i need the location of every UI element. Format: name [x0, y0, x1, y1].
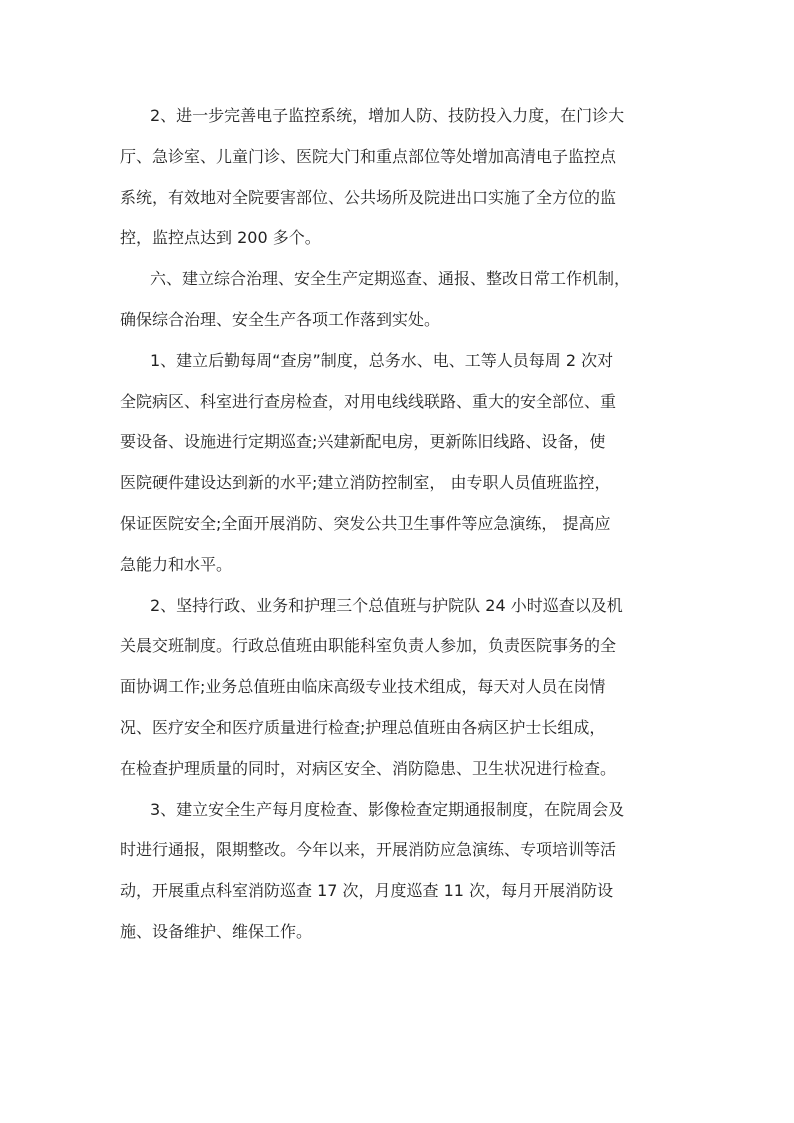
text-line: 确保综合治理、安全生产各项工作落到实处。 — [120, 309, 441, 329]
text-line: 六、建立综合治理、安全生产定期巡查、通报、整改日常工作机制， — [150, 269, 631, 289]
text-line: 动，开展重点科室消防巡查 17 次，月度巡查 11 次，每月开展消防设 — [120, 881, 614, 901]
paragraph-item-3-inspection — [120, 790, 680, 953]
text-line: 在检查护理质量的同时，对病区安全、消防隐患、卫生状况进行检查。 — [120, 758, 617, 778]
text-line: 2、坚持行政、业务和护理三个总值班与护院队 24 小时巡查以及机 — [150, 595, 623, 615]
text-line: 1、建立后勤每周“查房”制度，总务水、电、工等人员每周 2 次对 — [150, 350, 614, 370]
text-line: 2、进一步完善电子监控系统，增加人防、技防投入力度，在门诊大 — [150, 106, 625, 125]
text-line: 时进行通报，限期整改。今年以来，开展消防应急演练、专项培训等活 — [120, 840, 617, 860]
text-line: 急能力和水平。 — [120, 554, 233, 574]
text-line: 施、设备维护、维保工作。 — [120, 921, 313, 941]
paragraph-section-6-heading — [120, 259, 680, 341]
paragraph-item-2-monitoring — [120, 96, 680, 259]
text-line: 况、医疗安全和医疗质量进行检查;护理总值班由各病区护士长组成， — [120, 717, 606, 737]
paragraph-item-1-logistics — [120, 341, 680, 586]
text-line: 关晨交班制度。行政总值班由职能科室负责人参加，负责医院事务的全 — [120, 636, 617, 656]
document-page — [120, 96, 680, 953]
text-line: 3、建立安全生产每月度检查、影像检查定期通报制度，在院周会及 — [150, 799, 625, 819]
text-line: 医院硬件建设达到新的水平;建立消防控制室， 由专职人员值班监控， — [120, 473, 611, 493]
paragraph-item-2-duty — [120, 586, 680, 790]
text-line: 控，监控点达到 200 多个。 — [120, 228, 321, 248]
text-line: 要设备、设施进行定期巡查;兴建新配电房，更新陈旧线路、设备，使 — [120, 432, 606, 452]
text-line: 全院病区、科室进行查房检查，对用电线线联路、重大的安全部位、重 — [120, 391, 617, 411]
text-line: 保证医院安全;全面开展消防、突发公共卫生事件等应急演练， 提高应 — [120, 513, 611, 533]
text-line: 系统，有效地对全院要害部位、公共场所及院进出口实施了全方位的监 — [120, 187, 617, 207]
text-line: 面协调工作;业务总值班由临床高级专业技术组成，每天对人员在岗情 — [120, 677, 606, 697]
text-line: 厅、急诊室、儿童门诊、医院大门和重点部位等处增加高清电子监控点 — [120, 146, 617, 166]
